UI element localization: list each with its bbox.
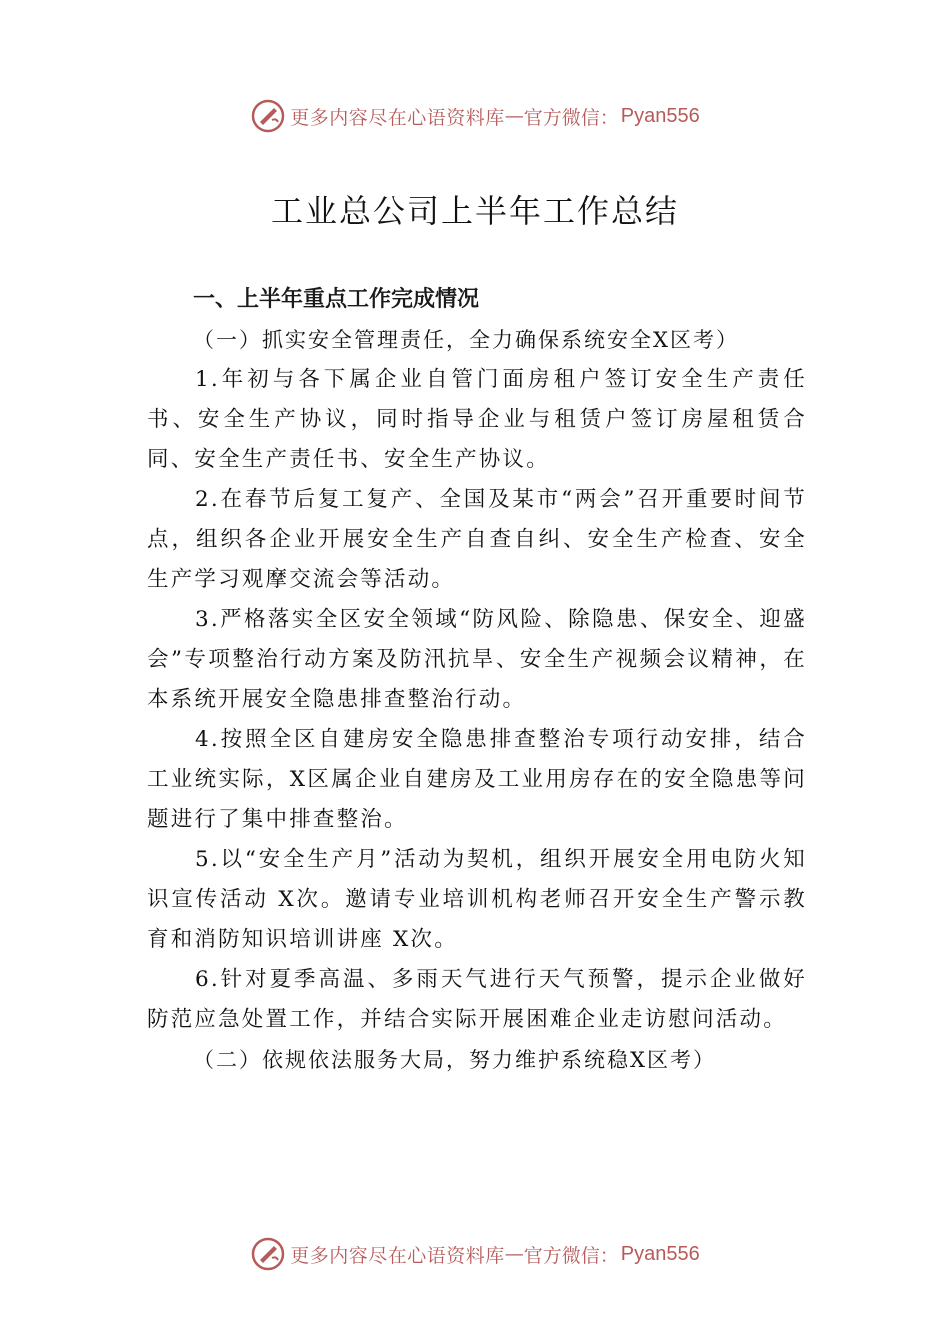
paragraph-6: 6.针对夏季高温、多雨天气进行天气预警，提示企业做好防范应急处置工作，并结合实际开展困难企业走访慰问活动。	[147, 967, 807, 1032]
paragraph-2: 2.在春节后复工复产、全国及某市“两会”召开重要时间节点，组织各企业开展安全生产自查自纠、安全生产检查、安全生产学习观摩交流会等活动。	[147, 487, 807, 592]
watermark-banner-bottom	[0, 1234, 950, 1274]
paragraph-5: 5.以“安全生产月”活动为契机，组织开展安全用电防火知识宣传活动 X次。邀请专业培训机构老师召开安全生产警示教育和消防知识培训讲座 X次。	[147, 847, 807, 952]
paragraph-1: 1.年初与各下属企业自管门面房租户签订安全生产责任书、安全生产协议，同时指导企业与租赁户签订房屋租赁合同、安全生产责任书、安全生产协议。	[147, 367, 807, 472]
banner-dash: —	[504, 1243, 524, 1265]
watermark-banner-top	[0, 96, 950, 136]
banner-brand: 更多内容尽在心语资料库	[290, 106, 505, 129]
paragraph-4: 4.按照全区自建房安全隐患排查整治专项行动安排，结合工业统实际，X区属企业自建房及工业用房存在的安全隐患等问题进行了集中排查整治。	[147, 727, 807, 832]
logo-icon	[250, 98, 286, 134]
subsection-heading-2: （二）依规依法服务大局，努力维护系统稳X区考）	[193, 1048, 716, 1072]
document-title: 工业总公司上半年工作总结	[270, 192, 679, 230]
subsection-heading-1: （一）抓实安全管理责任，全力确保系统安全X区考）	[193, 328, 739, 352]
paragraph-3: 3.严格落实全区安全领域“防风险、除隐患、保安全、迎盛会”专项整治行动方案及防汛抗旱、安全生产视频会议精神，在本系统开展安全隐患排查整治行动。	[147, 607, 807, 712]
banner-wechat-label: 官方微信：	[523, 106, 619, 129]
banner-wechat-id: Pyan556	[620, 1242, 700, 1265]
logo-icon	[250, 1236, 286, 1272]
banner-wechat-label: 官方微信：	[523, 1244, 619, 1267]
banner-dash: —	[504, 105, 524, 127]
document-body	[147, 280, 807, 1080]
banner-brand: 更多内容尽在心语资料库	[290, 1244, 505, 1267]
section-heading: 一、上半年重点工作完成情况	[193, 287, 480, 312]
banner-wechat-id: Pyan556	[620, 104, 700, 127]
